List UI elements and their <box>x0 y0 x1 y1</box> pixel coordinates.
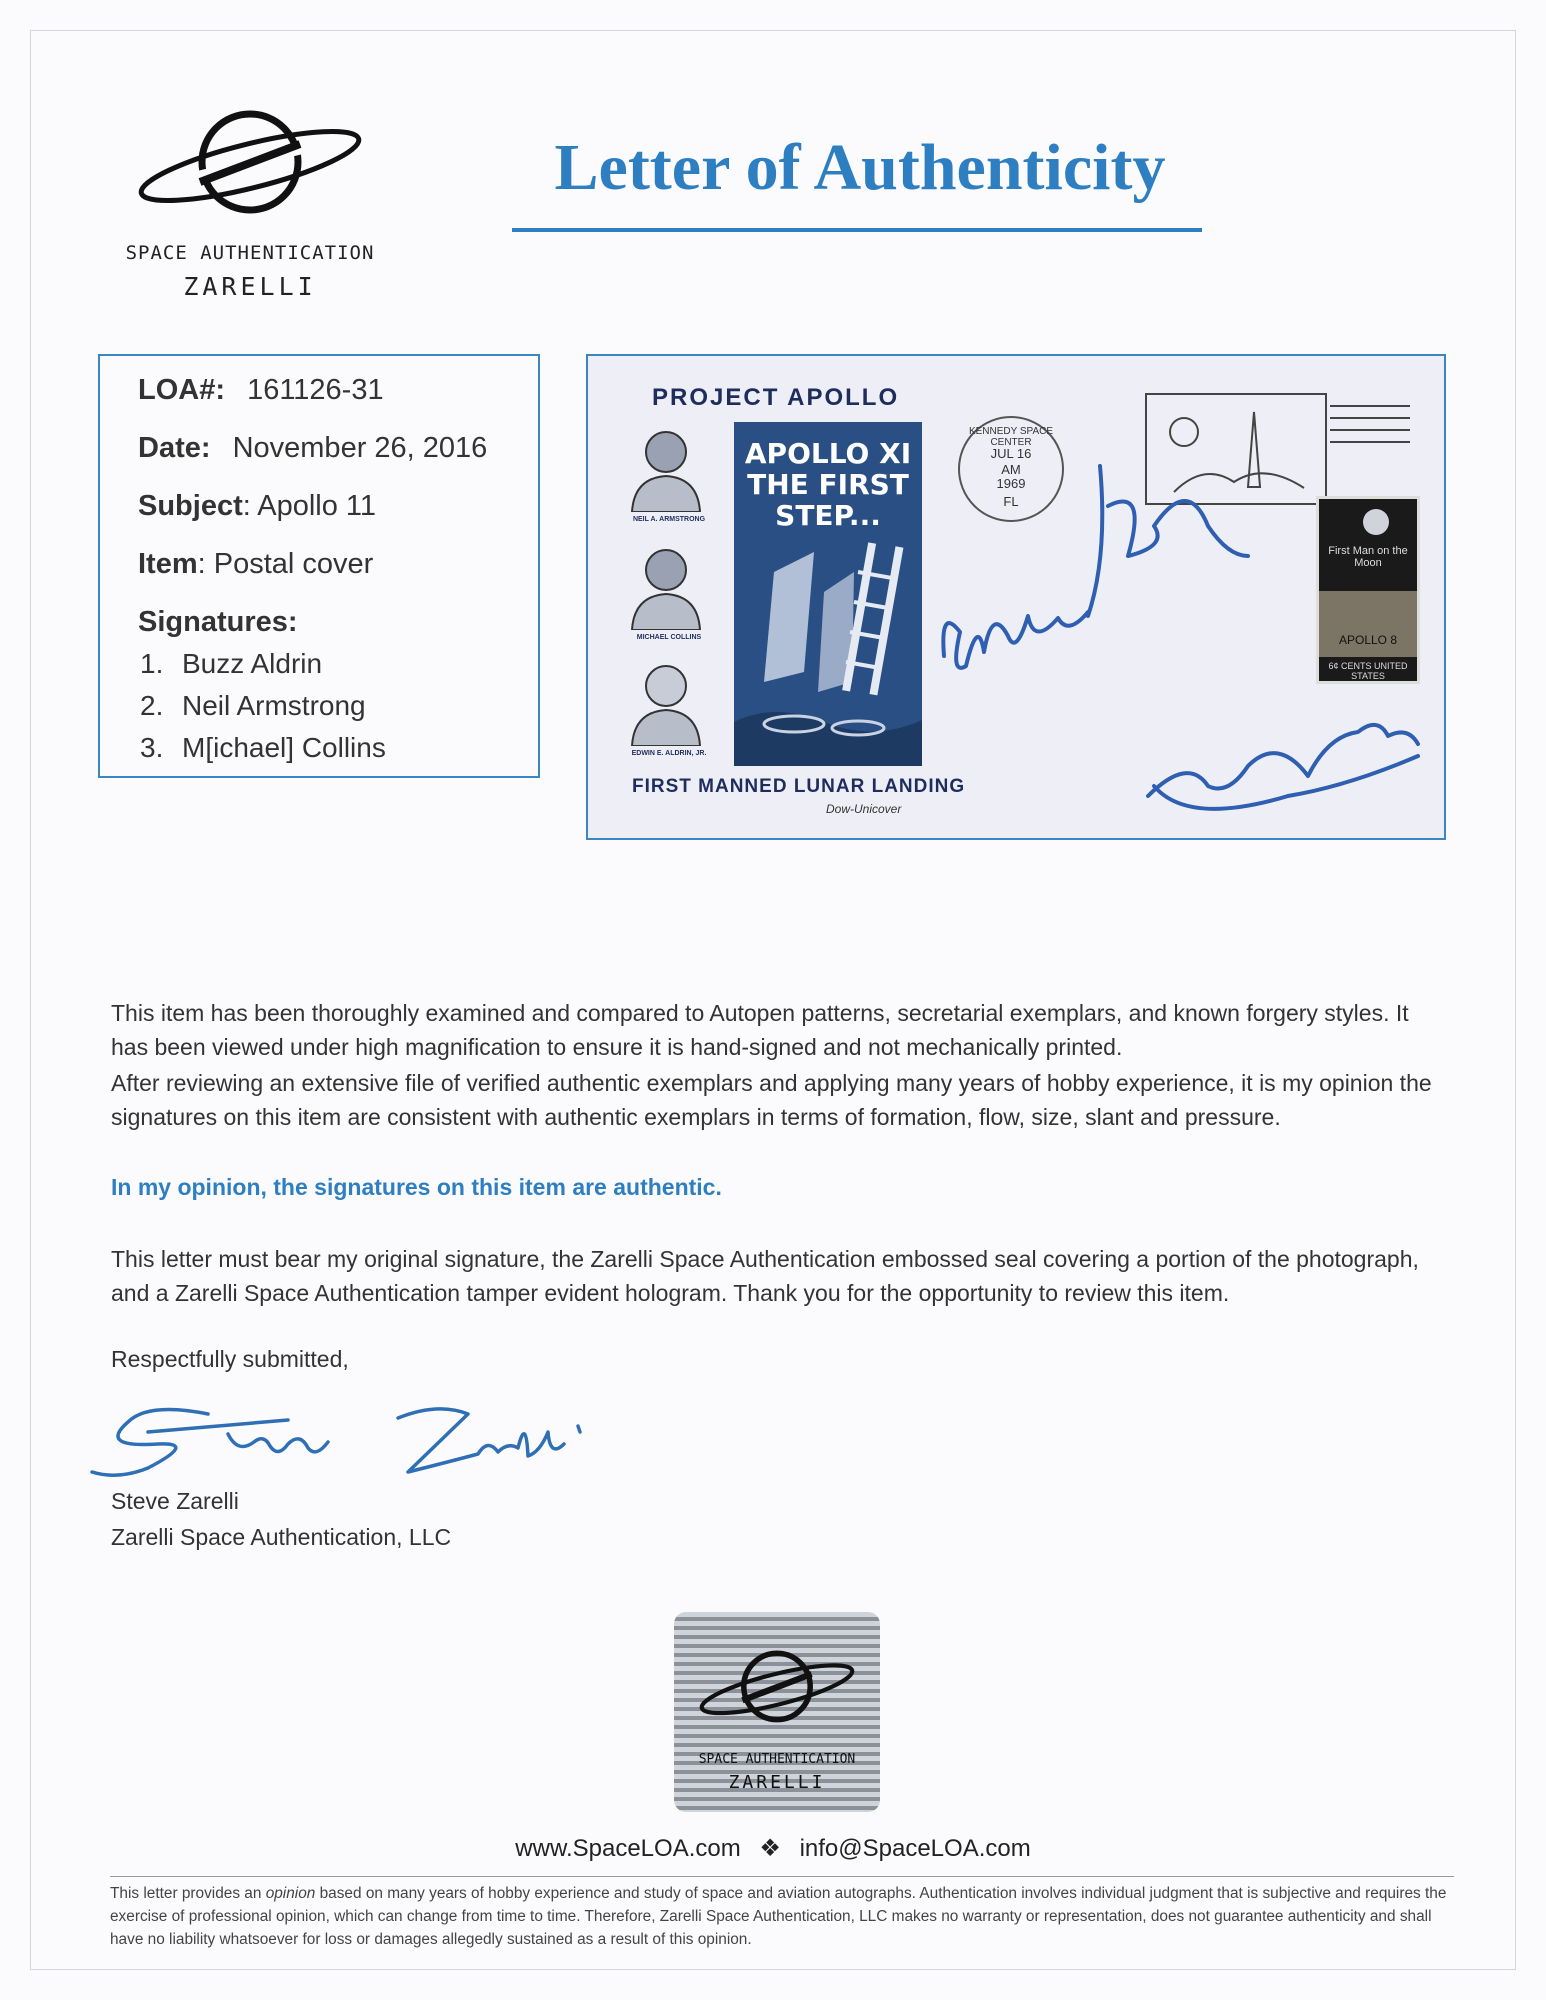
poster-line: THE FIRST <box>747 468 909 501</box>
date-value: November 26, 2016 <box>232 432 488 464</box>
list-item-name: M[ichael] Collins <box>182 732 386 763</box>
legal-disclaimer <box>110 1882 1454 1951</box>
subject-row <box>138 490 376 523</box>
cover-maker: Dow-Unicover <box>826 802 902 816</box>
stamp-title: APOLLO 8 <box>1338 633 1398 647</box>
hologram-text-line2: ZARELLI <box>728 1772 826 1793</box>
signatures-label: Signatures: <box>138 606 298 638</box>
hologram-text-line1: SPACE AUTHENTICATION <box>698 1752 856 1767</box>
diamond-ornament-icon: ❖ <box>759 1835 781 1862</box>
cover-title: PROJECT APOLLO <box>652 384 900 411</box>
postal-cover-photo <box>586 354 1446 840</box>
logo-text-line2: ZARELLI <box>183 272 317 301</box>
list-item-name: Neil Armstrong <box>182 690 366 721</box>
item-row <box>138 548 373 581</box>
email-link[interactable]: info@SpaceLOA.com <box>799 1835 1031 1862</box>
loa-number-value: 161126-31 <box>247 374 384 406</box>
website-link[interactable]: www.SpaceLOA.com <box>515 1835 741 1862</box>
list-item <box>140 690 366 722</box>
disclaimer-emphasis: opinion <box>265 1885 316 1902</box>
item-label: Item <box>138 548 198 580</box>
signer-name: Steve Zarelli <box>111 1488 239 1514</box>
list-item-number: 2. <box>140 690 164 721</box>
astronaut-signatures-image <box>588 356 1446 840</box>
tamper-evident-hologram <box>674 1612 880 1812</box>
disclaimer-text-end: based on many years of hobby experience and study of space and aviation autographs. Authentication involves individual judgment that is subjective and requires the exercise of professional opinion, which can change from time to time. Therefore, Zarelli Space Authentication, LLC makes no warranty or representation, does not guarantee authenticity and shall have no liability whatsoever for loss or damages allegedly sustained as a result of this opinion. <box>110 1885 1447 1948</box>
body-paragraph-2: After reviewing an extensive file of verified authentic exemplars and applying many years of hobby experience, it is my opinion the signatures on this item are consistent with authentic exemplars in terms of formation, flow, size, slant and pressure. <box>111 1070 1432 1130</box>
title-underline <box>512 228 1202 232</box>
loa-number-label: LOA#: <box>138 374 225 406</box>
orbit-logo-icon <box>130 100 370 240</box>
loa-number-row <box>138 374 384 407</box>
company-logo <box>110 100 390 310</box>
opinion-statement: In my opinion, the signatures on this item are authentic. <box>111 1174 722 1200</box>
postmark-location: KENNEDY SPACE CENTER <box>968 426 1054 448</box>
poster-line: APOLLO XI <box>744 437 912 470</box>
stamp-caption: First Man on the Moon <box>1328 545 1408 569</box>
astronaut-name: NEIL A. ARMSTRONG <box>632 516 706 523</box>
orbit-logo-icon <box>694 1642 860 1742</box>
postmark-ampm: AM <box>1001 462 1021 477</box>
postmark-year: 1969 <box>996 476 1026 491</box>
astronaut-name: EDWIN E. ALDRIN, JR. <box>631 750 707 757</box>
signer-organization: Zarelli Space Authentication, LLC <box>111 1524 452 1550</box>
body-paragraph-1: This item has been thoroughly examined and compared to Autopen patterns, secretarial exemplars, and known forgery styles. It has been viewed under high magnification to ensure it is hand-signed and not mechanically printed. <box>111 1000 1409 1060</box>
item-value: : Postal cover <box>197 548 374 580</box>
stamp-denomination: 6¢ CENTS UNITED STATES <box>1328 661 1408 681</box>
list-item-number: 1. <box>140 648 164 679</box>
footer-divider <box>110 1876 1454 1877</box>
postmark-state: FL <box>1003 494 1019 509</box>
poster-line: STEP... <box>775 499 881 532</box>
subject-label: Subject <box>138 490 243 522</box>
contact-line <box>0 1834 1546 1863</box>
cover-bottom-caption: FIRST MANNED LUNAR LANDING <box>632 776 966 797</box>
list-item-number: 3. <box>140 732 164 763</box>
date-row <box>138 432 487 465</box>
page-title: Letter of Authenticity <box>554 131 1166 204</box>
list-item <box>140 648 322 680</box>
date-label: Date: <box>138 432 211 464</box>
list-item-name: Buzz Aldrin <box>182 648 323 679</box>
list-item <box>140 732 386 764</box>
disclaimer-text-start: This letter provides an <box>110 1885 266 1902</box>
signatures-heading <box>138 606 298 639</box>
handwritten-signature-image <box>88 1392 628 1482</box>
postmark-date: JUL 16 <box>990 446 1032 461</box>
subject-value: : Apollo 11 <box>242 490 377 522</box>
loa-info-box <box>98 354 540 778</box>
body-paragraph-3: This letter must bear my original signature, the Zarelli Space Authentication embossed seal covering a portion of the photograph, and a Zarelli Space Authentication tamper evident hologram. Thank you for the opportunity to review this item. <box>111 1246 1419 1306</box>
logo-text-line1: SPACE AUTHENTICATION <box>125 242 375 264</box>
closing-text: Respectfully submitted, <box>111 1346 349 1372</box>
astronaut-name: MICHAEL COLLINS <box>636 634 702 641</box>
